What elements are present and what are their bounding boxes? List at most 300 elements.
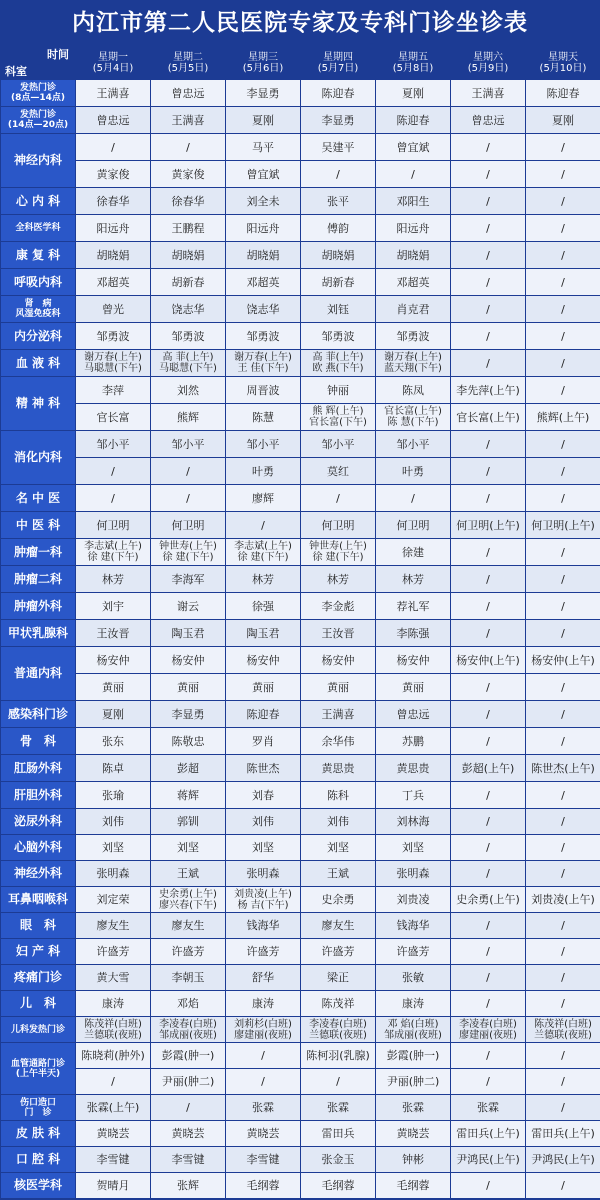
schedule-cell: 李显勇 xyxy=(301,107,376,134)
table-row xyxy=(1,512,600,539)
schedule-cell: 王满喜 xyxy=(151,107,226,134)
schedule-cell: / xyxy=(526,939,600,965)
schedule-cell: 黄晓芸 xyxy=(376,1121,451,1147)
schedule-cell: 黄丽 xyxy=(151,674,226,701)
header-corner xyxy=(1,47,76,80)
schedule-cell: 邓超英 xyxy=(76,269,151,296)
schedule-cell: / xyxy=(451,991,526,1017)
dept-name: 普通内科 xyxy=(1,647,76,701)
schedule-cell: 王鹏程 xyxy=(151,215,226,242)
schedule-cell: 许盛芳 xyxy=(76,939,151,965)
schedule-cell: 许盛芳 xyxy=(226,939,301,965)
table-row xyxy=(1,242,600,269)
dept-name: 内分泌科 xyxy=(1,323,76,350)
dept-name: 名 中 医 xyxy=(1,485,76,512)
table-row xyxy=(1,107,600,134)
schedule-cell: / xyxy=(451,269,526,296)
schedule-cell: 王满喜 xyxy=(76,80,151,107)
schedule-cell: 许盛芳 xyxy=(376,939,451,965)
schedule-cell: 黄晓芸 xyxy=(226,1121,301,1147)
schedule-cell: 黄家俊 xyxy=(151,161,226,188)
schedule-cell: / xyxy=(226,1043,301,1069)
dept-name: 眼 科 xyxy=(1,913,76,939)
schedule-cell: 许盛芳 xyxy=(151,939,226,965)
schedule-cell: 陈敬忠 xyxy=(151,728,226,755)
schedule-cell: / xyxy=(526,215,600,242)
schedule-cell: / xyxy=(451,674,526,701)
day-header: 星期六 (5月9日) xyxy=(451,47,526,80)
time-label: 时间 xyxy=(47,48,69,61)
schedule-cell: 陈晓莉(肿外) xyxy=(76,1043,151,1069)
schedule-cell: 夏刚 xyxy=(76,701,151,728)
schedule-cell: 李雪键 xyxy=(226,1147,301,1173)
schedule-cell: 许盛芳 xyxy=(301,939,376,965)
schedule-cell: 刘林海 xyxy=(376,809,451,835)
schedule-cell: / xyxy=(451,566,526,593)
schedule-cell: 尹丽(肿二) xyxy=(376,1069,451,1095)
schedule-cell: 廖友生 xyxy=(76,913,151,939)
schedule-cell: 王汝晋 xyxy=(301,620,376,647)
schedule-cell: / xyxy=(526,350,600,377)
schedule-cell: 邓阳生 xyxy=(376,188,451,215)
schedule-cell: 刘伟 xyxy=(226,809,301,835)
schedule-cell: 谢云 xyxy=(151,593,226,620)
schedule-cell: 高 菲(上午) 马聪慧(下午) xyxy=(151,350,226,377)
schedule-cell: / xyxy=(76,134,151,161)
schedule-cell: 刘钰 xyxy=(301,296,376,323)
schedule-cell: 彭霞(肿一) xyxy=(376,1043,451,1069)
schedule-cell: 刘坚 xyxy=(76,835,151,861)
schedule-cell: 熊 辉(上午) 官长富(下午) xyxy=(301,404,376,431)
schedule-cell: 叶勇 xyxy=(226,458,301,485)
schedule-cell: 史余勇(上午) 廖兴春(下午) xyxy=(151,887,226,913)
schedule-cell: 郭钏 xyxy=(151,809,226,835)
schedule-cell: / xyxy=(451,296,526,323)
schedule-cell: 胡新春 xyxy=(151,269,226,296)
schedule-cell: 刘然 xyxy=(151,377,226,404)
schedule-cell: 邹勇波 xyxy=(226,323,301,350)
schedule-cell: 李志斌(上午) 徐 建(下午) xyxy=(226,539,301,566)
table-row xyxy=(1,861,600,887)
schedule-cell: 何卫明(上午) xyxy=(451,512,526,539)
schedule-cell: 陈凤 xyxy=(376,377,451,404)
schedule-cell: 黄晓芸 xyxy=(151,1121,226,1147)
dept-name: 皮 肤 科 xyxy=(1,1121,76,1147)
schedule-cell: / xyxy=(151,485,226,512)
table-row xyxy=(1,296,600,323)
schedule-cell: 熊辉(上午) xyxy=(526,404,600,431)
schedule-cell: 杨安仲 xyxy=(226,647,301,674)
schedule-cell: 李金彪 xyxy=(301,593,376,620)
day-header: 星期四 (5月7日) xyxy=(301,47,376,80)
schedule-cell: 林芳 xyxy=(376,566,451,593)
dept-name: 肿瘤二科 xyxy=(1,566,76,593)
schedule-cell: 马平 xyxy=(226,134,301,161)
schedule-cell: 阳远舟 xyxy=(226,215,301,242)
schedule-cell: 何卫明(上午) xyxy=(526,512,600,539)
dept-name: 肿瘤外科 xyxy=(1,593,76,620)
schedule-cell: / xyxy=(526,674,600,701)
dept-name: 肝胆外科 xyxy=(1,782,76,809)
schedule-cell: 曾宜斌 xyxy=(226,161,301,188)
schedule-cell: 傅韵 xyxy=(301,215,376,242)
schedule-cell: 罗肖 xyxy=(226,728,301,755)
schedule-cell: 陈迎春 xyxy=(526,80,600,107)
schedule-cell: / xyxy=(526,161,600,188)
schedule-cell: 陈茂祥(白班) 兰德联(夜班) xyxy=(76,1017,151,1043)
schedule-cell: 钱海华 xyxy=(376,913,451,939)
schedule-cell: 杨安仲 xyxy=(151,647,226,674)
schedule-cell: 张霖(上午) xyxy=(76,1095,151,1121)
schedule-cell: 何卫明 xyxy=(376,512,451,539)
schedule-cell: 彭超(上午) xyxy=(451,755,526,782)
schedule-cell: 官长富(上午) xyxy=(451,404,526,431)
schedule-cell: 高 菲(上午) 欧 燕(下午) xyxy=(301,350,376,377)
schedule-cell: 李萍 xyxy=(76,377,151,404)
schedule-cell: / xyxy=(526,377,600,404)
schedule-cell: 邹小平 xyxy=(76,431,151,458)
schedule-cell: / xyxy=(76,1069,151,1095)
schedule-cell: 邹小平 xyxy=(376,431,451,458)
schedule-cell: / xyxy=(151,1095,226,1121)
schedule-cell: 饶志华 xyxy=(226,296,301,323)
table-row xyxy=(1,1173,600,1199)
dept-name: 骨 科 xyxy=(1,728,76,755)
schedule-cell: 刘定荣 xyxy=(76,887,151,913)
schedule-cell: / xyxy=(526,861,600,887)
schedule-cell: 舒华 xyxy=(226,965,301,991)
schedule-cell: 雷田兵 xyxy=(301,1121,376,1147)
table-row xyxy=(1,1043,600,1069)
schedule-cell: 廖友生 xyxy=(151,913,226,939)
table-row xyxy=(1,323,600,350)
schedule-cell: 张明森 xyxy=(226,861,301,887)
schedule-cell: 夏刚 xyxy=(226,107,301,134)
schedule-cell: 张东 xyxy=(76,728,151,755)
schedule-cell: 胡新春 xyxy=(301,269,376,296)
schedule-cell: 刘坚 xyxy=(301,835,376,861)
schedule-cell: 张金玉 xyxy=(301,1147,376,1173)
dept-name: 康 复 科 xyxy=(1,242,76,269)
schedule-cell: 彭霞(肿一) xyxy=(151,1043,226,1069)
schedule-cell: / xyxy=(526,1069,600,1095)
schedule-cell: 钱海华 xyxy=(226,913,301,939)
table-row xyxy=(1,1069,600,1095)
schedule-cell: 邹勇波 xyxy=(376,323,451,350)
schedule-cell: 邹勇波 xyxy=(76,323,151,350)
schedule-cell: 李雪键 xyxy=(76,1147,151,1173)
schedule-cell: 张敏 xyxy=(376,965,451,991)
schedule-cell: 毛纲蓉 xyxy=(226,1173,301,1199)
table-row xyxy=(1,485,600,512)
table-row xyxy=(1,965,600,991)
schedule-cell: / xyxy=(376,161,451,188)
dept-name: 感染科门诊 xyxy=(1,701,76,728)
schedule-cell: 荐礼军 xyxy=(376,593,451,620)
schedule-cell: 邓 焰(白班) 邹成丽(夜班) xyxy=(376,1017,451,1043)
schedule-cell: 林芳 xyxy=(301,566,376,593)
schedule-cell: 陈茂祥(白班) 兰德联(夜班) xyxy=(526,1017,600,1043)
schedule-cell: 饶志华 xyxy=(151,296,226,323)
schedule-cell: 廖友生 xyxy=(301,913,376,939)
schedule-cell: 张霖 xyxy=(301,1095,376,1121)
schedule-cell: / xyxy=(451,913,526,939)
schedule-cell: 王满喜 xyxy=(451,80,526,107)
dept-name: 儿 科 xyxy=(1,991,76,1017)
schedule-cell: 刘坚 xyxy=(376,835,451,861)
schedule-cell: 刘坚 xyxy=(151,835,226,861)
schedule-cell: 徐建 xyxy=(376,539,451,566)
schedule-cell: 黄思贵 xyxy=(376,755,451,782)
schedule-cell: / xyxy=(226,1069,301,1095)
schedule-cell: 陈慧 xyxy=(226,404,301,431)
table-row xyxy=(1,782,600,809)
schedule-cell: / xyxy=(451,1173,526,1199)
schedule-cell: 杨安仲 xyxy=(301,647,376,674)
schedule-cell: 林芳 xyxy=(76,566,151,593)
schedule-cell: 钟彬 xyxy=(376,1147,451,1173)
day-header: 星期二 (5月5日) xyxy=(151,47,226,80)
schedule-cell: 熊辉 xyxy=(151,404,226,431)
schedule-cell: / xyxy=(301,1069,376,1095)
table-row xyxy=(1,215,600,242)
schedule-cell: 吴建平 xyxy=(301,134,376,161)
schedule-cell: / xyxy=(526,134,600,161)
schedule-cell: / xyxy=(526,965,600,991)
schedule-cell: / xyxy=(526,593,600,620)
schedule-cell: 邹勇波 xyxy=(301,323,376,350)
dept-name: 甲状乳腺科 xyxy=(1,620,76,647)
schedule-cell: / xyxy=(451,861,526,887)
dept-name: 疼痛门诊 xyxy=(1,965,76,991)
table-row xyxy=(1,755,600,782)
dept-name: 血 液 科 xyxy=(1,350,76,377)
schedule-cell: 蒋辉 xyxy=(151,782,226,809)
schedule-cell: / xyxy=(526,782,600,809)
table-row xyxy=(1,80,600,107)
schedule-cell: 陶玉君 xyxy=(226,620,301,647)
schedule-cell: 史余勇(上午) xyxy=(451,887,526,913)
schedule-cell: 张平 xyxy=(301,188,376,215)
schedule-cell: 陈迎春 xyxy=(376,107,451,134)
schedule-cell: 余华伟 xyxy=(301,728,376,755)
dept-name: 精 神 科 xyxy=(1,377,76,431)
schedule-cell: 彭超 xyxy=(151,755,226,782)
schedule-cell: / xyxy=(526,728,600,755)
schedule-cell: 刘宇 xyxy=(76,593,151,620)
schedule-cell: 李显勇 xyxy=(151,701,226,728)
schedule-cell: / xyxy=(451,431,526,458)
schedule-cell: 陈世杰 xyxy=(226,755,301,782)
schedule-cell: / xyxy=(451,539,526,566)
schedule-cell: 胡晓娟 xyxy=(301,242,376,269)
schedule-cell: 何卫明 xyxy=(151,512,226,539)
schedule-cell: / xyxy=(451,161,526,188)
schedule-cell: 钟世寿(上午) 徐 建(下午) xyxy=(151,539,226,566)
schedule-cell: 李凌春(白班) 邹成丽(夜班) xyxy=(151,1017,226,1043)
schedule-cell: 谢万春(上午) 王 佳(下午) xyxy=(226,350,301,377)
schedule-cell: 雷田兵(上午) xyxy=(526,1121,600,1147)
schedule-cell: 官长富 xyxy=(76,404,151,431)
dept-name: 血管通路门诊 (上午半天) xyxy=(1,1043,76,1095)
schedule-cell: 刘春 xyxy=(226,782,301,809)
table-row xyxy=(1,269,600,296)
dept-name: 神经外科 xyxy=(1,861,76,887)
schedule-cell: 何卫明 xyxy=(301,512,376,539)
schedule-cell: 刘坚 xyxy=(226,835,301,861)
schedule-cell: 陈迎春 xyxy=(301,80,376,107)
schedule-cell: 邹小平 xyxy=(301,431,376,458)
schedule-cell: 王满喜 xyxy=(301,701,376,728)
dept-name: 中 医 科 xyxy=(1,512,76,539)
schedule-cell: 徐强 xyxy=(226,593,301,620)
schedule-cell: / xyxy=(526,188,600,215)
schedule-cell: 李先萍(上午) xyxy=(451,377,526,404)
schedule-cell: / xyxy=(526,269,600,296)
schedule-cell: / xyxy=(451,1043,526,1069)
schedule-cell: / xyxy=(451,782,526,809)
schedule-cell: 康涛 xyxy=(226,991,301,1017)
schedule-cell: 周晋波 xyxy=(226,377,301,404)
schedule-cell: / xyxy=(76,458,151,485)
dept-name: 心 内 科 xyxy=(1,188,76,215)
schedule-cell: 陶玉君 xyxy=(151,620,226,647)
dept-name: 耳鼻咽喉科 xyxy=(1,887,76,913)
schedule-cell: 徐春华 xyxy=(76,188,151,215)
table-row xyxy=(1,161,600,188)
schedule-cell: 胡晓娟 xyxy=(376,242,451,269)
schedule-cell: 李凌春(白班) 廖建丽(夜班) xyxy=(451,1017,526,1043)
dept-name: 神经内科 xyxy=(1,134,76,188)
schedule-cell: 陈世杰(上午) xyxy=(526,755,600,782)
schedule-cell: 钟世寿(上午) 徐 建(下午) xyxy=(301,539,376,566)
schedule-cell: 陈卓 xyxy=(76,755,151,782)
schedule-cell: / xyxy=(526,242,600,269)
schedule-cell: / xyxy=(451,215,526,242)
schedule-cell: / xyxy=(526,485,600,512)
table-row xyxy=(1,188,600,215)
schedule-cell: 王斌 xyxy=(151,861,226,887)
schedule-cell: / xyxy=(526,296,600,323)
day-header: 星期五 (5月8日) xyxy=(376,47,451,80)
schedule-cell: 黄丽 xyxy=(376,674,451,701)
schedule-cell: 莫红 xyxy=(301,458,376,485)
schedule-cell: 张霖 xyxy=(451,1095,526,1121)
schedule-cell: / xyxy=(151,134,226,161)
schedule-cell: 贺晴月 xyxy=(76,1173,151,1199)
schedule-cell: 陈柯羽(乳腺) xyxy=(301,1043,376,1069)
dept-name: 肾 病 风湿免疫科 xyxy=(1,296,76,323)
schedule-cell: 肖克君 xyxy=(376,296,451,323)
schedule-cell: / xyxy=(526,1173,600,1199)
schedule-cell: 刘贵凌(上午) xyxy=(526,887,600,913)
table-row xyxy=(1,887,600,913)
schedule-cell: / xyxy=(451,485,526,512)
table-row xyxy=(1,134,600,161)
schedule-cell: 徐春华 xyxy=(151,188,226,215)
schedule-cell: 尹鸿民(上午) xyxy=(526,1147,600,1173)
schedule-cell: 张瑜 xyxy=(76,782,151,809)
schedule-cell: / xyxy=(526,913,600,939)
schedule-cell: 邹小平 xyxy=(226,431,301,458)
dept-name: 泌尿外科 xyxy=(1,809,76,835)
schedule-cell: 黄丽 xyxy=(226,674,301,701)
table-row xyxy=(1,835,600,861)
table-row xyxy=(1,1147,600,1173)
schedule-cell: 黄晓芸 xyxy=(76,1121,151,1147)
schedule-cell: 谢万春(上午) 马聪慧(下午) xyxy=(76,350,151,377)
schedule-cell: 黄丽 xyxy=(76,674,151,701)
schedule-cell: / xyxy=(451,939,526,965)
schedule-cell: 刘贵凌 xyxy=(376,887,451,913)
schedule-cell: 李朝玉 xyxy=(151,965,226,991)
schedule-cell: / xyxy=(151,458,226,485)
schedule-cell: 曾宜斌 xyxy=(376,134,451,161)
schedule-cell: 黄大雪 xyxy=(76,965,151,991)
schedule-cell: 丁兵 xyxy=(376,782,451,809)
schedule-body xyxy=(1,80,600,1199)
dept-name: 肿瘤一科 xyxy=(1,539,76,566)
schedule-cell: 张霖 xyxy=(226,1095,301,1121)
schedule-cell: 曾忠远 xyxy=(151,80,226,107)
schedule-cell: 刘伟 xyxy=(76,809,151,835)
schedule-cell: 刘莉杉(白班) 廖建丽(夜班) xyxy=(226,1017,301,1043)
schedule-cell: / xyxy=(526,835,600,861)
schedule-cell: 阳远舟 xyxy=(76,215,151,242)
table-row xyxy=(1,1095,600,1121)
schedule-cell: / xyxy=(376,485,451,512)
dept-name: 发热门诊 (8点—14点) xyxy=(1,80,76,107)
schedule-cell: 陈科 xyxy=(301,782,376,809)
schedule-cell: 黄丽 xyxy=(301,674,376,701)
schedule-cell: / xyxy=(301,485,376,512)
schedule-cell: 毛纲蓉 xyxy=(301,1173,376,1199)
table-row xyxy=(1,431,600,458)
table-row xyxy=(1,674,600,701)
schedule-cell: 邓焰 xyxy=(151,991,226,1017)
schedule-cell: / xyxy=(526,620,600,647)
schedule-cell: 邓超英 xyxy=(376,269,451,296)
schedule-cell: / xyxy=(526,431,600,458)
schedule-cell: 夏刚 xyxy=(526,107,600,134)
schedule-cell: / xyxy=(451,350,526,377)
schedule-cell: 钟丽 xyxy=(301,377,376,404)
table-row xyxy=(1,939,600,965)
schedule-cell: 胡晓娟 xyxy=(151,242,226,269)
schedule-cell: / xyxy=(526,323,600,350)
schedule-cell: / xyxy=(451,728,526,755)
dept-name: 核医学科 xyxy=(1,1173,76,1199)
dept-name: 儿科发热门诊 xyxy=(1,1017,76,1043)
schedule-cell: / xyxy=(451,701,526,728)
table-row xyxy=(1,1121,600,1147)
schedule-cell: / xyxy=(451,593,526,620)
schedule-cell: 毛纲蓉 xyxy=(376,1173,451,1199)
schedule-cell: / xyxy=(526,701,600,728)
schedule-cell: 胡晓娟 xyxy=(76,242,151,269)
schedule-cell: 谢万春(上午) 蓝天翔(下午) xyxy=(376,350,451,377)
schedule-cell: 康涛 xyxy=(376,991,451,1017)
schedule-cell: 官长富(上午) 陈 慧(下午) xyxy=(376,404,451,431)
dept-name: 消化内科 xyxy=(1,431,76,485)
schedule-cell: / xyxy=(226,512,301,539)
schedule-cell: / xyxy=(526,1043,600,1069)
schedule-cell: / xyxy=(301,161,376,188)
schedule-cell: 夏刚 xyxy=(376,80,451,107)
schedule-cell: 杨安仲(上午) xyxy=(451,647,526,674)
schedule-cell: / xyxy=(451,458,526,485)
day-header: 星期三 (5月6日) xyxy=(226,47,301,80)
